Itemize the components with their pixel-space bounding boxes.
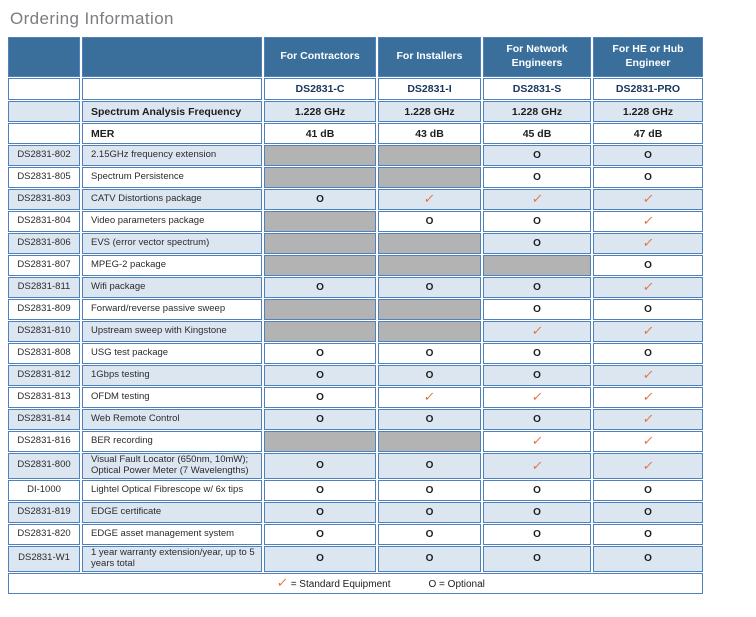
- feature-desc-cell: Spectrum Persistence: [82, 167, 262, 188]
- ordering-table-body: [8, 37, 703, 594]
- feature-desc-cell: EDGE asset management system: [82, 524, 262, 545]
- feature-desc-cell: 1Gbps testing: [82, 365, 262, 386]
- standard-cell: [593, 409, 703, 430]
- standard-cell: [593, 453, 703, 479]
- check-icon: ✓: [641, 433, 655, 449]
- not-available-cell: [378, 255, 481, 276]
- feature-desc-cell: 1 year warranty extension/year, up to 5 years total: [82, 546, 262, 572]
- feature-desc-cell: Web Remote Control: [82, 409, 262, 430]
- check-icon: ✓: [641, 191, 655, 207]
- feature-code-cell: DS2831-816: [8, 431, 80, 452]
- optional-cell: O: [378, 453, 481, 479]
- feature-desc-cell: EVS (error vector spectrum): [82, 233, 262, 254]
- feature-desc-cell: Forward/reverse passive sweep: [82, 299, 262, 320]
- optional-cell: O: [264, 502, 376, 523]
- standard-cell: [593, 233, 703, 254]
- standard-cell: [593, 321, 703, 342]
- not-available-cell: [264, 233, 376, 254]
- optional-cell: O: [483, 409, 591, 430]
- optional-cell: O: [378, 277, 481, 298]
- optional-cell: O: [378, 524, 481, 545]
- standard-cell: [593, 211, 703, 232]
- optional-cell: O: [264, 409, 376, 430]
- spec-value-cell: 47 dB: [593, 123, 703, 144]
- spec-blank-cell: [8, 123, 80, 144]
- optional-cell: O: [593, 546, 703, 572]
- optional-cell: O: [264, 189, 376, 210]
- standard-cell: [378, 189, 481, 210]
- not-available-cell: [378, 431, 481, 452]
- feature-row: [8, 409, 703, 430]
- standard-cell: [378, 387, 481, 408]
- feature-code-cell: DS2831-812: [8, 365, 80, 386]
- model-name-cell: DS2831-S: [483, 78, 591, 100]
- feature-code-cell: DS2831-804: [8, 211, 80, 232]
- not-available-cell: [264, 211, 376, 232]
- not-available-cell: [378, 233, 481, 254]
- standard-cell: [593, 365, 703, 386]
- check-icon: ✓: [641, 411, 655, 427]
- optional-cell: O: [593, 299, 703, 320]
- legend-optional-label: O = Optional: [428, 579, 485, 591]
- check-icon: ✓: [641, 213, 655, 229]
- optional-cell: O: [593, 145, 703, 166]
- optional-cell: O: [483, 299, 591, 320]
- model-row: [8, 78, 703, 100]
- optional-cell: O: [264, 524, 376, 545]
- feature-code-cell: DS2831-819: [8, 502, 80, 523]
- check-icon: ✓: [641, 235, 655, 251]
- table-header-row: [8, 37, 703, 77]
- column-header: For HE or Hub Engineer: [593, 37, 703, 77]
- not-available-cell: [378, 299, 481, 320]
- optional-cell: O: [483, 343, 591, 364]
- spec-label-cell: Spectrum Analysis Frequency: [82, 101, 262, 122]
- check-icon: ✓: [422, 389, 437, 405]
- feature-row: [8, 453, 703, 479]
- not-available-cell: [264, 299, 376, 320]
- column-header: For Network Engineers: [483, 37, 591, 77]
- feature-row: [8, 480, 703, 501]
- check-icon: ✓: [641, 279, 655, 295]
- not-available-cell: [264, 321, 376, 342]
- feature-row: [8, 277, 703, 298]
- optional-cell: O: [593, 343, 703, 364]
- column-header: For Installers: [378, 37, 481, 77]
- legend-row: [8, 573, 703, 594]
- feature-code-cell: DS2831-807: [8, 255, 80, 276]
- optional-cell: O: [378, 365, 481, 386]
- feature-row: [8, 167, 703, 188]
- optional-cell: O: [378, 480, 481, 501]
- feature-desc-cell: EDGE certificate: [82, 502, 262, 523]
- spec-value-cell: 41 dB: [264, 123, 376, 144]
- check-icon: ✓: [530, 457, 544, 473]
- check-icon: ✓: [530, 433, 544, 449]
- feature-desc-cell: MPEG-2 package: [82, 255, 262, 276]
- feature-row: [8, 145, 703, 166]
- feature-desc-cell: 2.15GHz frequency extension: [82, 145, 262, 166]
- not-available-cell: [264, 431, 376, 452]
- standard-cell: [483, 321, 591, 342]
- optional-cell: O: [483, 233, 591, 254]
- optional-cell: O: [483, 167, 591, 188]
- check-icon: ✓: [530, 389, 544, 405]
- feature-row: [8, 546, 703, 572]
- optional-cell: O: [264, 453, 376, 479]
- optional-cell: O: [483, 546, 591, 572]
- feature-row: [8, 211, 703, 232]
- feature-desc-cell: Visual Fault Locator (650nm, 10mW); Optical Power Meter (7 Wavelengths): [82, 453, 262, 479]
- feature-row: [8, 299, 703, 320]
- feature-row: [8, 431, 703, 452]
- feature-row: [8, 233, 703, 254]
- spec-value-cell: 1.228 GHz: [264, 101, 376, 122]
- standard-cell: [483, 189, 591, 210]
- spec-value-cell: 1.228 GHz: [483, 101, 591, 122]
- not-available-cell: [264, 145, 376, 166]
- feature-code-cell: DS2831-813: [8, 387, 80, 408]
- feature-desc-cell: BER recording: [82, 431, 262, 452]
- standard-cell: [593, 431, 703, 452]
- legend-cell: [8, 573, 703, 594]
- spec-value-cell: 45 dB: [483, 123, 591, 144]
- feature-desc-cell: Wifi package: [82, 277, 262, 298]
- legend-standard-label: = Standard Equipment: [290, 579, 391, 591]
- standard-cell: [593, 387, 703, 408]
- feature-row: [8, 387, 703, 408]
- standard-cell: [483, 387, 591, 408]
- model-name-cell: DS2831-I: [378, 78, 481, 100]
- optional-cell: O: [264, 365, 376, 386]
- not-available-cell: [378, 167, 481, 188]
- ordering-table: [6, 36, 705, 595]
- optional-cell: O: [483, 365, 591, 386]
- optional-cell: O: [483, 524, 591, 545]
- optional-cell: O: [378, 546, 481, 572]
- optional-cell: O: [378, 502, 481, 523]
- not-available-cell: [483, 255, 591, 276]
- optional-cell: O: [483, 502, 591, 523]
- feature-desc-cell: Upstream sweep with Kingstone: [82, 321, 262, 342]
- header-blank-cell: [8, 37, 80, 77]
- feature-row: [8, 255, 703, 276]
- not-available-cell: [264, 167, 376, 188]
- feature-row: [8, 343, 703, 364]
- feature-desc-cell: Video parameters package: [82, 211, 262, 232]
- feature-code-cell: DS2831-805: [8, 167, 80, 188]
- optional-cell: O: [264, 387, 376, 408]
- optional-cell: O: [378, 409, 481, 430]
- optional-cell: O: [483, 145, 591, 166]
- spec-value-cell: 1.228 GHz: [378, 101, 481, 122]
- optional-cell: O: [378, 343, 481, 364]
- feature-code-cell: DS2831-811: [8, 277, 80, 298]
- not-available-cell: [378, 145, 481, 166]
- feature-code-cell: DS2831-802: [8, 145, 80, 166]
- model-name-cell: DS2831-C: [264, 78, 376, 100]
- feature-desc-cell: CATV Distortions package: [82, 189, 262, 210]
- optional-cell: O: [264, 480, 376, 501]
- feature-code-cell: DS2831-809: [8, 299, 80, 320]
- feature-code-cell: DS2831-806: [8, 233, 80, 254]
- feature-code-cell: DS2831-820: [8, 524, 80, 545]
- check-icon: ✓: [530, 191, 544, 207]
- feature-code-cell: DS2831-W1: [8, 546, 80, 572]
- feature-code-cell: DS2831-808: [8, 343, 80, 364]
- feature-row: [8, 502, 703, 523]
- optional-cell: O: [264, 546, 376, 572]
- feature-code-cell: DS2831-814: [8, 409, 80, 430]
- optional-cell: O: [483, 211, 591, 232]
- not-available-cell: [264, 255, 376, 276]
- optional-cell: O: [593, 167, 703, 188]
- check-icon: ✓: [641, 457, 655, 473]
- feature-desc-cell: USG test package: [82, 343, 262, 364]
- standard-cell: [593, 277, 703, 298]
- optional-cell: O: [593, 502, 703, 523]
- model-name-cell: DS2831-PRO: [593, 78, 703, 100]
- model-blank-cell: [82, 78, 262, 100]
- feature-desc-cell: Lightel Optical Fibrescope w/ 6x tips: [82, 480, 262, 501]
- optional-cell: O: [264, 343, 376, 364]
- check-icon: ✓: [641, 323, 655, 339]
- feature-row: [8, 524, 703, 545]
- spec-blank-cell: [8, 101, 80, 122]
- feature-row: [8, 189, 703, 210]
- feature-code-cell: DS2831-803: [8, 189, 80, 210]
- check-icon: ✓: [530, 323, 544, 339]
- check-icon: ✓: [422, 191, 437, 207]
- optional-cell: O: [378, 211, 481, 232]
- feature-row: [8, 365, 703, 386]
- header-blank-cell: [82, 37, 262, 77]
- spec-value-cell: 1.228 GHz: [593, 101, 703, 122]
- feature-code-cell: DS2831-810: [8, 321, 80, 342]
- spec-value-cell: 43 dB: [378, 123, 481, 144]
- standard-cell: [483, 453, 591, 479]
- check-icon: ✓: [641, 389, 655, 405]
- optional-cell: O: [593, 480, 703, 501]
- feature-code-cell: DI-1000: [8, 480, 80, 501]
- optional-cell: O: [593, 255, 703, 276]
- spec-label-cell: MER: [82, 123, 262, 144]
- feature-code-cell: DS2831-800: [8, 453, 80, 479]
- spec-row: [8, 101, 703, 122]
- check-icon: ✓: [275, 575, 290, 591]
- not-available-cell: [378, 321, 481, 342]
- model-blank-cell: [8, 78, 80, 100]
- page-title: Ordering Information: [10, 9, 174, 28]
- feature-desc-cell: OFDM testing: [82, 387, 262, 408]
- standard-cell: [593, 189, 703, 210]
- feature-row: [8, 321, 703, 342]
- optional-cell: O: [264, 277, 376, 298]
- spec-row: [8, 123, 703, 144]
- check-icon: ✓: [641, 367, 655, 383]
- standard-cell: [483, 431, 591, 452]
- optional-cell: O: [483, 480, 591, 501]
- optional-cell: O: [483, 277, 591, 298]
- optional-cell: O: [593, 524, 703, 545]
- column-header: For Contractors: [264, 37, 376, 77]
